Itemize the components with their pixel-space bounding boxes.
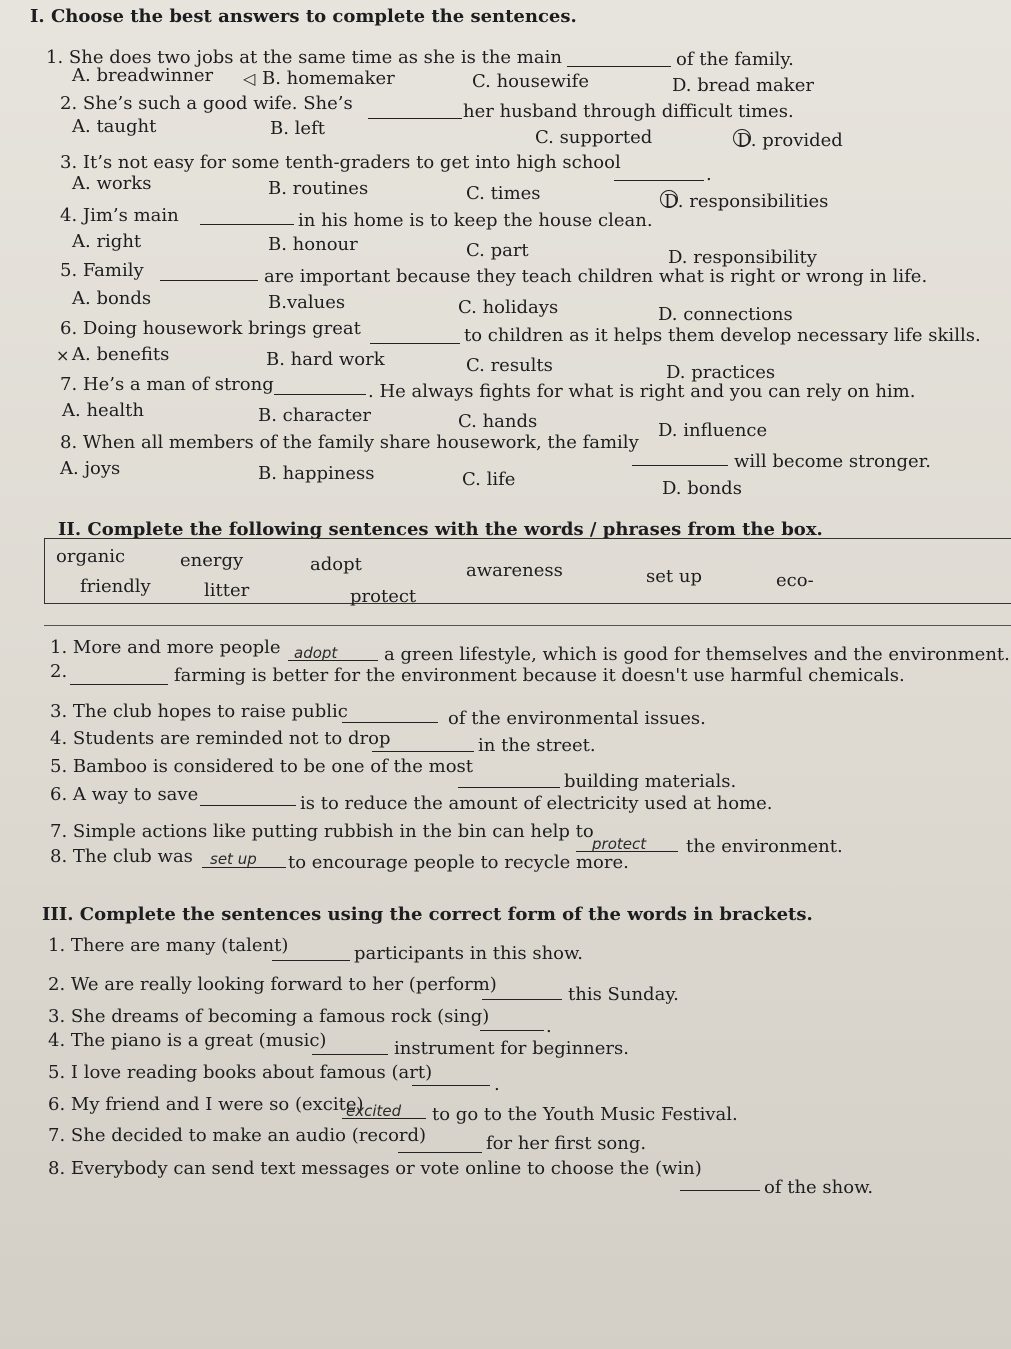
section-1-heading: I. Choose the best answers to complete the sentences. xyxy=(30,6,577,27)
q7-stem-end: . He always fights for what is right and you can rely on him. xyxy=(368,381,916,402)
s3-4-stem-start: 4. The piano is a great (music) xyxy=(48,1030,327,1051)
q3-blank[interactable] xyxy=(614,180,704,181)
q1-option-b[interactable]: B. homemaker xyxy=(262,68,395,89)
s3-3-blank[interactable] xyxy=(480,1030,544,1031)
s3-3-stem-start: 3. She dreams of becoming a famous rock (sing) xyxy=(48,1006,490,1027)
q8-option-a[interactable]: A. joys xyxy=(60,458,121,479)
q2-blank[interactable] xyxy=(368,118,462,119)
s2-3-stem-start: 3. The club hopes to raise public xyxy=(50,701,348,722)
s2-7-stem-end: the environment. xyxy=(686,836,843,857)
q8-option-b[interactable]: B. happiness xyxy=(258,463,375,484)
s2-2-blank[interactable] xyxy=(70,684,168,685)
q8-option-d[interactable]: D. bonds xyxy=(662,478,742,499)
q4-stem-end: in his home is to keep the house clean. xyxy=(298,210,653,231)
s3-7-stem-end: for her first song. xyxy=(486,1133,647,1154)
word-box-item-3: adopt xyxy=(310,554,362,575)
s2-8-stem-start: 8. The club was xyxy=(50,846,193,867)
q6-cross-mark: × xyxy=(56,346,70,365)
q3-option-c[interactable]: C. times xyxy=(466,183,541,204)
q3-option-d[interactable]: D. responsibilities xyxy=(664,191,829,212)
s3-5-stem-start: 5. I love reading books about famous (art) xyxy=(48,1062,433,1083)
q1-check-mark: ◁ xyxy=(243,69,256,88)
q5-stem-start: 5. Family xyxy=(60,260,144,281)
s3-8-stem-end: of the show. xyxy=(764,1177,874,1198)
s3-1-stem-start: 1. There are many (talent) xyxy=(48,935,289,956)
s2-5-stem-end: building materials. xyxy=(564,771,737,792)
q5-blank[interactable] xyxy=(160,280,258,281)
s2-6-stem-end: is to reduce the amount of electricity used at home. xyxy=(300,793,773,814)
q1-option-a[interactable]: A. breadwinner xyxy=(72,65,214,86)
s3-1-blank[interactable] xyxy=(272,960,350,961)
q1-stem-start: 1. She does two jobs at the same time as she is the main xyxy=(46,47,562,68)
word-box-item-5: set up xyxy=(646,566,702,587)
s3-1-stem-end: participants in this show. xyxy=(354,943,583,964)
q1-option-d[interactable]: D. bread maker xyxy=(672,75,814,96)
q3-stem-start: 3. It’s not easy for some tenth-graders to get into high school xyxy=(60,152,621,173)
s2-5-stem-start: 5. Bamboo is considered to be one of the most xyxy=(50,756,474,777)
q5-stem-end: are important because they teach children what is right or wrong in life. xyxy=(264,266,928,287)
q5-option-d[interactable]: D. connections xyxy=(658,304,793,325)
q2-option-c[interactable]: C. supported xyxy=(535,127,653,148)
word-box-item-1: organic xyxy=(56,546,126,567)
s3-6-handwritten-answer: excited xyxy=(346,1102,402,1120)
s2-2-stem-start: 2. xyxy=(50,661,68,682)
q6-stem-end: to children as it helps them develop necessary life skills. xyxy=(464,325,981,346)
s2-3-stem-end: of the environmental issues. xyxy=(448,708,706,729)
s2-7-handwritten-answer: protect xyxy=(592,835,647,853)
s2-7-stem-start: 7. Simple actions like putting rubbish in the bin can help to xyxy=(50,821,594,842)
q6-stem-start: 6. Doing housework brings great xyxy=(60,318,361,339)
s2-4-stem-end: in the street. xyxy=(478,735,596,756)
s3-5-blank[interactable] xyxy=(412,1085,490,1086)
s3-6-stem-end: to go to the Youth Music Festival. xyxy=(432,1104,738,1125)
s2-3-blank[interactable] xyxy=(342,722,438,723)
s3-4-stem-end: instrument for beginners. xyxy=(394,1038,629,1059)
s2-4-blank[interactable] xyxy=(372,751,474,752)
s3-4-blank[interactable] xyxy=(312,1054,388,1055)
q4-option-d[interactable]: D. responsibility xyxy=(668,247,817,268)
q8-blank[interactable] xyxy=(632,465,728,466)
q4-option-c[interactable]: C. part xyxy=(466,240,529,261)
s3-6-stem-start: 6. My friend and I were so (excite) xyxy=(48,1094,364,1115)
q4-blank[interactable] xyxy=(200,224,294,225)
word-box-item-7: friendly xyxy=(80,576,151,597)
s3-5-stem-end: . xyxy=(494,1074,500,1095)
q4-stem-start: 4. Jim’s main xyxy=(60,205,179,226)
word-box-item-9: protect xyxy=(350,586,417,607)
s3-7-blank[interactable] xyxy=(398,1152,482,1153)
q7-option-d[interactable]: D. influence xyxy=(658,420,768,441)
q7-stem-start: 7. He’s a man of strong xyxy=(60,374,274,395)
q2-stem-start: 2. She’s such a good wife. She’s xyxy=(60,93,353,114)
section-2-heading: II. Complete the following sentences with the words / phrases from the box. xyxy=(58,519,823,540)
q1-option-c[interactable]: C. housewife xyxy=(472,71,589,92)
s2-8-handwritten-answer: set up xyxy=(210,850,257,868)
s3-8-stem-start: 8. Everybody can send text messages or vote online to choose the (win) xyxy=(48,1158,702,1179)
s3-2-blank[interactable] xyxy=(482,999,562,1000)
q4-option-a[interactable]: A. right xyxy=(72,231,142,252)
q3-option-a[interactable]: A. works xyxy=(72,173,152,194)
word-box-item-6: eco- xyxy=(776,570,814,591)
s3-2-stem-start: 2. We are really looking forward to her (perform) xyxy=(48,974,497,995)
q6-option-d[interactable]: D. practices xyxy=(666,362,776,383)
q2-option-a[interactable]: A. taught xyxy=(72,116,157,137)
word-box-item-4: awareness xyxy=(466,560,563,581)
q5-option-a[interactable]: A. bonds xyxy=(72,288,152,309)
s3-2-stem-end: this Sunday. xyxy=(568,984,679,1005)
q8-stem-end: will become stronger. xyxy=(734,451,931,472)
q1-stem-end: of the family. xyxy=(676,49,794,70)
q7-option-a[interactable]: A. health xyxy=(62,400,145,421)
s2-1-handwritten-answer: adopt xyxy=(294,644,338,662)
q8-option-c[interactable]: C. life xyxy=(462,469,516,490)
s3-3-stem-end: . xyxy=(546,1016,552,1037)
word-box-item-8: litter xyxy=(204,580,250,601)
q5-option-c[interactable]: C. holidays xyxy=(458,297,559,318)
q7-blank[interactable] xyxy=(274,394,366,395)
q3-stem-end: . xyxy=(706,164,712,185)
section-3-heading: III. Complete the sentences using the correct form of the words in brackets. xyxy=(42,904,813,925)
q1-blank[interactable] xyxy=(567,66,671,67)
q3-option-b[interactable]: B. routines xyxy=(268,178,369,199)
q5-option-b[interactable]: B.values xyxy=(268,292,346,313)
s3-8-blank[interactable] xyxy=(680,1190,760,1191)
q8-stem-start: 8. When all members of the family share housework, the family xyxy=(60,432,639,453)
divider-line xyxy=(44,625,1011,626)
q6-option-b[interactable]: B. hard work xyxy=(266,349,385,370)
s3-7-stem-start: 7. She decided to make an audio (record) xyxy=(48,1125,427,1146)
s2-1-stem-start: 1. More and more people xyxy=(50,637,281,658)
q6-option-c[interactable]: C. results xyxy=(466,355,553,376)
s2-6-stem-start: 6. A way to save xyxy=(50,784,199,805)
s2-6-blank[interactable] xyxy=(200,805,296,806)
word-box-item-2: energy xyxy=(180,550,244,571)
s2-4-stem-start: 4. Students are reminded not to drop xyxy=(50,728,391,749)
q4-option-b[interactable]: B. honour xyxy=(268,234,358,255)
q6-blank[interactable] xyxy=(370,343,460,344)
q6-option-a[interactable]: A. benefits xyxy=(72,344,170,365)
q7-option-c[interactable]: C. hands xyxy=(458,411,538,432)
s2-8-stem-end: to encourage people to recycle more. xyxy=(288,852,629,873)
q2-option-d[interactable]: D. provided xyxy=(737,130,843,151)
s2-1-stem-end: a green lifestyle, which is good for themselves and the environment. xyxy=(384,644,1010,665)
q7-option-b[interactable]: B. character xyxy=(258,405,371,426)
q2-option-b[interactable]: B. left xyxy=(270,118,325,139)
s2-5-blank[interactable] xyxy=(458,787,560,788)
s2-2-stem-end: farming is better for the environment because it doesn't use harmful chemicals. xyxy=(174,665,905,686)
q2-stem-end: her husband through difficult times. xyxy=(463,101,794,122)
